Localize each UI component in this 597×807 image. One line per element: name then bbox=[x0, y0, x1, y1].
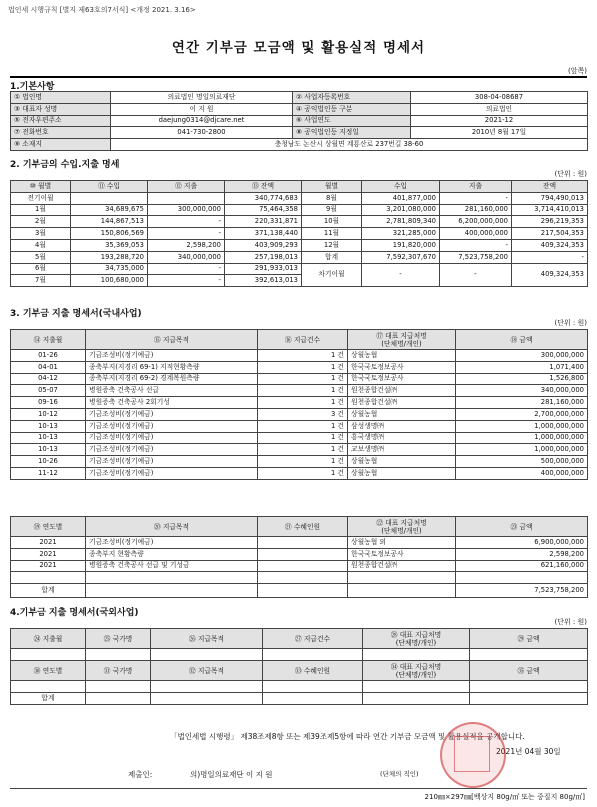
recipient-name: 교보생명㈜ bbox=[348, 444, 456, 456]
empty-cell bbox=[151, 681, 263, 693]
empty-cell bbox=[470, 693, 588, 705]
field-label: ⑧ 공익법인등 지정일 bbox=[293, 127, 411, 139]
table-cell bbox=[148, 192, 225, 204]
expense-purpose: 종축부지(지경리 69-1) 지적현황측량 bbox=[86, 361, 258, 373]
column-header: 잔액 bbox=[512, 181, 588, 193]
column-header: ⑲ 연도별 bbox=[11, 517, 86, 537]
table-cell: 191,820,000 bbox=[362, 239, 440, 251]
table-cell: 300,000,000 bbox=[148, 204, 225, 216]
table-cell: - bbox=[512, 251, 588, 263]
field-value: 의료법인 명일의료재단 bbox=[111, 92, 293, 104]
table-header-row bbox=[11, 661, 588, 681]
expense-amount: 500,000,000 bbox=[456, 456, 588, 468]
expense-count: 3 건 bbox=[258, 408, 348, 420]
column-header: 수입 bbox=[362, 181, 440, 193]
table-cell: 220,331,871 bbox=[225, 216, 302, 228]
table-cell: 403,909,293 bbox=[225, 239, 302, 251]
table-row bbox=[11, 103, 588, 115]
table-cell: 401,877,000 bbox=[362, 192, 440, 204]
empty-cell bbox=[348, 572, 456, 584]
section-divider bbox=[10, 76, 587, 78]
document-title: 연간 기부금 모금액 및 활용실적 명세서 bbox=[171, 40, 426, 56]
table-cell: 2,781,809,340 bbox=[362, 216, 440, 228]
table-cell bbox=[71, 192, 148, 204]
table-cell: 150,806,569 bbox=[71, 228, 148, 240]
table-cell: 2월 bbox=[11, 216, 71, 228]
expense-purpose: 기금조성비(정기예금) bbox=[86, 444, 258, 456]
field-label: ⑨ 소재지 bbox=[11, 139, 111, 151]
recipient-name: 원천종합건설㈜ bbox=[348, 560, 456, 572]
table-row bbox=[11, 139, 588, 151]
carry-over-income: - bbox=[362, 263, 440, 287]
expense-month: 11-12 bbox=[11, 467, 86, 479]
table-row bbox=[11, 216, 588, 228]
empty-cell bbox=[86, 681, 151, 693]
expense-count: 1 건 bbox=[258, 444, 348, 456]
table-cell: 7,592,307,670 bbox=[362, 251, 440, 263]
table-cell: 321,285,000 bbox=[362, 228, 440, 240]
expense-month: 10-13 bbox=[11, 420, 86, 432]
field-value: 308-04-08687 bbox=[411, 92, 588, 104]
table-cell: - bbox=[148, 275, 225, 287]
table-cell: 400,000,000 bbox=[440, 228, 512, 240]
table-header-row bbox=[11, 181, 588, 193]
expense-year: 2021 bbox=[11, 548, 86, 560]
table-row bbox=[11, 467, 588, 479]
table-cell: - bbox=[148, 216, 225, 228]
expense-count: 1 건 bbox=[258, 420, 348, 432]
table-cell: - bbox=[440, 239, 512, 251]
expense-amount: 1,000,000,000 bbox=[456, 420, 588, 432]
submission-date: 2021년 04월 30일 bbox=[496, 747, 561, 756]
table-cell: 340,774,683 bbox=[225, 192, 302, 204]
expense-count: 1 건 bbox=[258, 397, 348, 409]
expense-amount: 1,000,000,000 bbox=[456, 432, 588, 444]
table-cell: 10월 bbox=[302, 216, 362, 228]
recipient-name: 상월농협 bbox=[348, 408, 456, 420]
expense-amount: 2,598,200 bbox=[456, 548, 588, 560]
table-cell: 35,369,053 bbox=[71, 239, 148, 251]
table-header-row bbox=[11, 330, 588, 350]
expense-count: 1 건 bbox=[258, 385, 348, 397]
column-header: 지출 bbox=[440, 181, 512, 193]
expense-purpose: 기금조성비(정기예금) bbox=[86, 467, 258, 479]
table-row bbox=[11, 385, 588, 397]
empty-cell bbox=[348, 584, 456, 598]
table-cell: 34,735,000 bbox=[71, 263, 148, 275]
table-cell: 4월 bbox=[11, 239, 71, 251]
empty-cell bbox=[456, 572, 588, 584]
expense-month: 05-07 bbox=[11, 385, 86, 397]
recipient-name: 한국국토정보공사 bbox=[348, 548, 456, 560]
domestic-yearly-table bbox=[10, 516, 588, 598]
beneficiary-count bbox=[258, 537, 348, 549]
table-cell: 전기이월 bbox=[11, 192, 71, 204]
recipient-name: 삼성생명㈜ bbox=[348, 420, 456, 432]
beneficiary-count bbox=[258, 560, 348, 572]
section-1-title: 1.기본사항 bbox=[10, 82, 55, 92]
table-cell: 3,201,080,000 bbox=[362, 204, 440, 216]
field-label: ⑥ 사업연도 bbox=[293, 115, 411, 127]
column-header: ⑩ 월별 bbox=[11, 181, 71, 193]
recipient-name: 원천종합건설㈜ bbox=[348, 385, 456, 397]
official-seal-stamp bbox=[440, 722, 506, 788]
column-header: ㉟ 금액 bbox=[470, 661, 588, 681]
carry-over-label: 차기이월 bbox=[302, 263, 362, 287]
table-row bbox=[11, 456, 588, 468]
table-row bbox=[11, 408, 588, 420]
expense-month: 09-16 bbox=[11, 397, 86, 409]
table-cell: 340,000,000 bbox=[148, 251, 225, 263]
column-header: ㉘ 대표 지급처명 (단체명/개인) bbox=[363, 629, 470, 649]
empty-cell bbox=[363, 693, 470, 705]
table-cell: 291,933,013 bbox=[225, 263, 302, 275]
table-row bbox=[11, 397, 588, 409]
expense-amount: 281,160,000 bbox=[456, 397, 588, 409]
column-header: ㉙ 금액 bbox=[470, 629, 588, 649]
section-2-title: 2. 기부금의 수입.지출 명세 bbox=[10, 160, 120, 170]
table-cell: - bbox=[148, 228, 225, 240]
table-cell: 100,680,000 bbox=[71, 275, 148, 287]
empty-cell bbox=[86, 584, 258, 598]
field-label: ④ 공익법인등 구분 bbox=[293, 103, 411, 115]
table-cell: 8월 bbox=[302, 192, 362, 204]
recipient-name: 상월농협 외 bbox=[348, 537, 456, 549]
section-3-title: 3. 기부금 지출 명세서(국내사업) bbox=[10, 309, 142, 319]
expense-count: 1 건 bbox=[258, 361, 348, 373]
table-row bbox=[11, 251, 588, 263]
table-row bbox=[11, 263, 588, 275]
empty-cell bbox=[151, 693, 263, 705]
carry-over-expense: - bbox=[440, 263, 512, 287]
expense-month: 04-01 bbox=[11, 361, 86, 373]
expense-purpose: 기금조성비(정기예금) bbox=[86, 537, 258, 549]
column-header: ⑯ 지급건수 bbox=[258, 330, 348, 350]
field-value: 2021-12 bbox=[411, 115, 588, 127]
expense-purpose: 기금조성비(정기예금) bbox=[86, 350, 258, 362]
expense-count: 1 건 bbox=[258, 373, 348, 385]
table-cell: 144,867,513 bbox=[71, 216, 148, 228]
table-cell: 11월 bbox=[302, 228, 362, 240]
beneficiary-count bbox=[258, 548, 348, 560]
empty-cell bbox=[263, 693, 363, 705]
column-header: ㉕ 국가명 bbox=[86, 629, 151, 649]
empty-cell bbox=[263, 681, 363, 693]
table-row bbox=[11, 92, 588, 104]
table-row bbox=[11, 572, 588, 584]
submitter-name: 의)명일의료재단 이 지 원 bbox=[190, 770, 273, 779]
empty-cell bbox=[86, 693, 151, 705]
empty-cell bbox=[363, 681, 470, 693]
total-label: 합계 bbox=[11, 584, 86, 598]
table-row bbox=[11, 204, 588, 216]
table-row bbox=[11, 420, 588, 432]
expense-amount: 300,000,000 bbox=[456, 350, 588, 362]
bottom-divider bbox=[10, 788, 587, 789]
section-4-unit: (단위 : 원) bbox=[554, 618, 587, 626]
expense-purpose: 기금조성비(정기예금) bbox=[86, 408, 258, 420]
table-row bbox=[11, 432, 588, 444]
empty-cell bbox=[258, 584, 348, 598]
table-cell: 257,198,013 bbox=[225, 251, 302, 263]
expense-count: 1 건 bbox=[258, 456, 348, 468]
column-header: ⑳ 지급목적 bbox=[86, 517, 258, 537]
expense-purpose: 병원증축 건축공사 선급 bbox=[86, 385, 258, 397]
recipient-name: 한국국토정보공사 bbox=[348, 373, 456, 385]
section-2-unit: (단위 : 원) bbox=[554, 170, 587, 178]
table-cell: 392,613,013 bbox=[225, 275, 302, 287]
empty-cell bbox=[86, 572, 258, 584]
table-cell: 9월 bbox=[302, 204, 362, 216]
table-cell: - bbox=[440, 192, 512, 204]
expense-purpose: 기금조성비(정기예금) bbox=[86, 456, 258, 468]
overseas-expense-table bbox=[10, 628, 588, 705]
table-cell: 34,689,675 bbox=[71, 204, 148, 216]
table-row bbox=[11, 350, 588, 362]
recipient-name: 흥국생명㈜ bbox=[348, 432, 456, 444]
expense-amount: 621,160,000 bbox=[456, 560, 588, 572]
expense-amount: 1,000,000,000 bbox=[456, 444, 588, 456]
table-cell: 193,288,720 bbox=[71, 251, 148, 263]
table-cell: 7월 bbox=[11, 275, 71, 287]
column-header: ⑰ 대표 지급처명 (단체명/개인) bbox=[348, 330, 456, 350]
field-label: ① 법인명 bbox=[11, 92, 111, 104]
basic-info-table bbox=[10, 91, 588, 151]
column-header: ㉓ 금액 bbox=[456, 517, 588, 537]
table-cell: 75,464,358 bbox=[225, 204, 302, 216]
table-cell: 2,598,200 bbox=[148, 239, 225, 251]
table-row bbox=[11, 681, 588, 693]
table-cell: 6,200,000,000 bbox=[440, 216, 512, 228]
table-cell: 합계 bbox=[302, 251, 362, 263]
recipient-name: 상월농협 bbox=[348, 467, 456, 479]
empty-cell bbox=[363, 649, 470, 661]
field-value: daejung0314@djcare.net bbox=[111, 115, 293, 127]
field-value: 2010년 8월 17일 bbox=[411, 127, 588, 139]
table-cell: 5월 bbox=[11, 251, 71, 263]
empty-cell bbox=[470, 649, 588, 661]
expense-month: 01-26 bbox=[11, 350, 86, 362]
page-side-note: (앞쪽) bbox=[568, 67, 587, 75]
empty-cell bbox=[11, 572, 86, 584]
table-row bbox=[11, 373, 588, 385]
expense-month: 04-12 bbox=[11, 373, 86, 385]
seal-label: (단체의 직인) bbox=[380, 770, 419, 778]
section-4-title: 4.기부금 지출 명세서(국외사업) bbox=[10, 608, 139, 618]
expense-amount: 6,900,000,000 bbox=[456, 537, 588, 549]
carry-over-balance: 409,324,353 bbox=[512, 263, 588, 287]
empty-cell bbox=[151, 649, 263, 661]
expense-month: 10-13 bbox=[11, 444, 86, 456]
empty-cell bbox=[11, 649, 86, 661]
expense-year: 2021 bbox=[11, 537, 86, 549]
table-cell: 1월 bbox=[11, 204, 71, 216]
field-value: 충청남도 논산시 상월면 계룡산로 237번길 38-60 bbox=[111, 139, 588, 151]
column-header: ㉛ 국가명 bbox=[86, 661, 151, 681]
column-header: ㉚ 연도별 bbox=[11, 661, 86, 681]
expense-purpose: 기금조성비(정기예금) bbox=[86, 432, 258, 444]
column-header: 월별 bbox=[302, 181, 362, 193]
table-row bbox=[11, 548, 588, 560]
total-row bbox=[11, 584, 588, 598]
table-header-row bbox=[11, 517, 588, 537]
section-3-unit: (단위 : 원) bbox=[554, 319, 587, 327]
expense-amount: 1,071,400 bbox=[456, 361, 588, 373]
field-label: ⑤ 전자우편주소 bbox=[11, 115, 111, 127]
expense-purpose: 병원증축 건축공사 선급 및 기성금 bbox=[86, 560, 258, 572]
total-amount: 7,523,758,200 bbox=[456, 584, 588, 598]
submitter-label: 제출인: bbox=[128, 770, 153, 779]
form-reference: 법인세 시행규칙 [별지 제63호의7서식] <개정 2021. 3.16> bbox=[8, 6, 196, 14]
empty-cell bbox=[11, 681, 86, 693]
table-cell: 12월 bbox=[302, 239, 362, 251]
table-cell: 217,504,353 bbox=[512, 228, 588, 240]
table-row bbox=[11, 192, 588, 204]
expense-month: 10-26 bbox=[11, 456, 86, 468]
expense-amount: 400,000,000 bbox=[456, 467, 588, 479]
expense-year: 2021 bbox=[11, 560, 86, 572]
domestic-expense-table bbox=[10, 329, 588, 480]
expense-month: 10-13 bbox=[11, 432, 86, 444]
expense-purpose: 종축부지(지경리 69-2) 경계복원측량 bbox=[86, 373, 258, 385]
empty-cell bbox=[86, 649, 151, 661]
column-header: ㉖ 지급목적 bbox=[151, 629, 263, 649]
table-row bbox=[11, 444, 588, 456]
column-header: ⑪ 수입 bbox=[71, 181, 148, 193]
expense-purpose: 종축부지 현황측량 bbox=[86, 548, 258, 560]
table-cell: 371,138,440 bbox=[225, 228, 302, 240]
empty-cell bbox=[263, 649, 363, 661]
field-label: ⑦ 전화번호 bbox=[11, 127, 111, 139]
income-expense-table bbox=[10, 180, 588, 287]
expense-amount: 340,000,000 bbox=[456, 385, 588, 397]
field-value: 041-730-2800 bbox=[111, 127, 293, 139]
column-header: ㉔ 지출월 bbox=[11, 629, 86, 649]
expense-purpose: 병원증축 건축공사 2회기성 bbox=[86, 397, 258, 409]
column-header: ⑱ 금액 bbox=[456, 330, 588, 350]
field-label: ③ 대표자 성명 bbox=[11, 103, 111, 115]
disclosure-statement: 「법인세법 시행령」 제38조제8항 또는 제39조제5항에 따라 연간 기부금 모금액 및 활용실적을 공개합니다. bbox=[170, 732, 525, 741]
column-header: ㉜ 지급목적 bbox=[151, 661, 263, 681]
empty-cell bbox=[470, 681, 588, 693]
field-value: 의료법인 bbox=[411, 103, 588, 115]
table-row bbox=[11, 649, 588, 661]
expense-count: 1 건 bbox=[258, 350, 348, 362]
empty-cell bbox=[258, 572, 348, 584]
expense-purpose: 기금조성비(정기예금) bbox=[86, 420, 258, 432]
expense-month: 10-12 bbox=[11, 408, 86, 420]
table-row bbox=[11, 228, 588, 240]
table-row bbox=[11, 560, 588, 572]
expense-count: 1 건 bbox=[258, 432, 348, 444]
table-cell: 3월 bbox=[11, 228, 71, 240]
table-header-row bbox=[11, 629, 588, 649]
column-header: ㉞ 대표 지급처명 (단체명/개인) bbox=[363, 661, 470, 681]
table-cell: 7,523,758,200 bbox=[440, 251, 512, 263]
table-cell: 296,219,353 bbox=[512, 216, 588, 228]
column-header: ⑬ 잔액 bbox=[225, 181, 302, 193]
recipient-name: 상월농협 bbox=[348, 456, 456, 468]
total-label: 합계 bbox=[11, 693, 86, 705]
expense-count: 1 건 bbox=[258, 467, 348, 479]
column-header: ⑫ 지출 bbox=[148, 181, 225, 193]
recipient-name: 한국국토정보공사 bbox=[348, 361, 456, 373]
column-header: ㉝ 수혜인원 bbox=[263, 661, 363, 681]
table-cell: 6월 bbox=[11, 263, 71, 275]
table-cell: - bbox=[148, 263, 225, 275]
table-cell: 409,324,353 bbox=[512, 239, 588, 251]
total-row bbox=[11, 693, 588, 705]
recipient-name: 상월농협 bbox=[348, 350, 456, 362]
table-row bbox=[11, 115, 588, 127]
table-row bbox=[11, 361, 588, 373]
paper-spec: 210㎜×297㎜[백상지 80g/㎡ 또는 중질지 80g/㎡] bbox=[424, 793, 585, 801]
column-header: ㉑ 수혜인원 bbox=[258, 517, 348, 537]
column-header: ㉗ 지급건수 bbox=[263, 629, 363, 649]
expense-amount: 2,700,000,000 bbox=[456, 408, 588, 420]
table-cell: 3,714,410,013 bbox=[512, 204, 588, 216]
recipient-name: 원천종합건설㈜ bbox=[348, 397, 456, 409]
column-header: ㉒ 대표 지급처명 (단체명/개인) bbox=[348, 517, 456, 537]
table-cell: 281,160,000 bbox=[440, 204, 512, 216]
table-row bbox=[11, 537, 588, 549]
table-row bbox=[11, 127, 588, 139]
column-header: ⑭ 지출월 bbox=[11, 330, 86, 350]
table-row bbox=[11, 239, 588, 251]
field-value: 이 지 원 bbox=[111, 103, 293, 115]
field-label: ② 사업자등록번호 bbox=[293, 92, 411, 104]
expense-amount: 1,526,800 bbox=[456, 373, 588, 385]
column-header: ⑮ 지급목적 bbox=[86, 330, 258, 350]
table-cell: 794,490,013 bbox=[512, 192, 588, 204]
